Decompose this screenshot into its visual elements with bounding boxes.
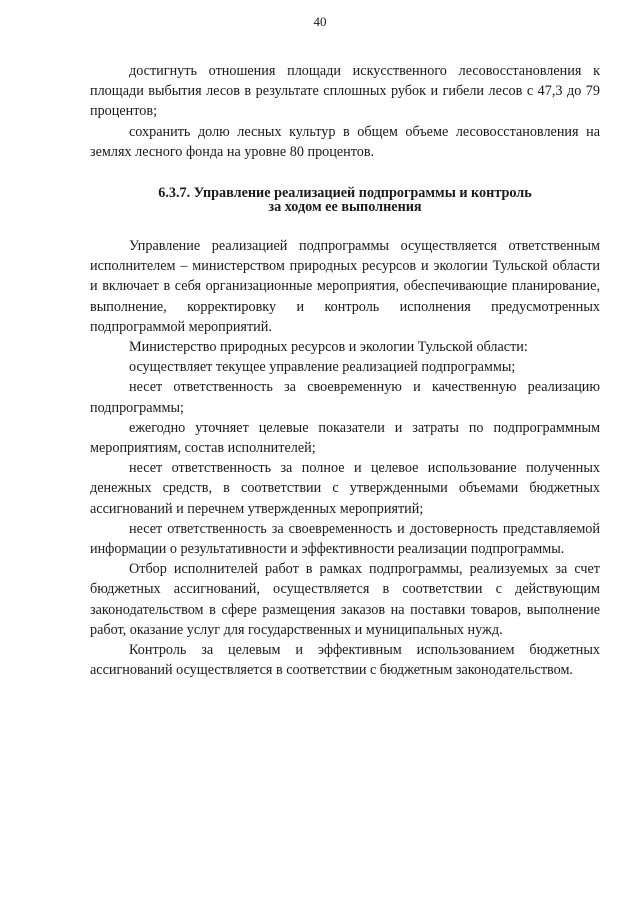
- document-body: [90, 61, 600, 680]
- paragraph-budget-control: Контроль за целевым и эффективным использованием бюджетных ассигнований осуществляется в соответствии с бюджетным законодательством.: [90, 642, 600, 679]
- paragraph-contractor-selection: Отбор исполнителей работ в рамках подпрограммы, реализуемых за счет бюджетных ассигнований, осуществляется в соответствии с действующим законодательством в сфере размещения заказов на поставки товаров, выполнение работ, оказание услуг для государственных и муниципальных нужд.: [90, 561, 600, 638]
- paragraph-current-management: осуществляет текущее управление реализацией подпрограммы;: [129, 359, 516, 376]
- paragraph-information-responsibility: несет ответственность за своевременность и достоверность представляемой информации о результативности и эффективности реализации подпрограммы.: [90, 520, 600, 558]
- paragraph-ministry-intro: Министерство природных ресурсов и экологии Тульской области:: [129, 339, 528, 356]
- paragraph-annual-refinement: ежегодно уточняет целевые показатели и затраты по подпрограммным мероприятиям, состав исполнителей;: [90, 419, 600, 457]
- paragraph-management: Управление реализацией подпрограммы осуществляется ответственным исполнителем – министерством природных ресурсов и экологии Тульской области и включает в себя организационные мероприятия, обеспечивающие планирование, выполнение, корректировку и контроль исполнения предусмотренных подпрограммой мероприятий.: [90, 238, 600, 335]
- page-number: 40: [313, 14, 327, 29]
- paragraph-responsibility-timely: несет ответственность за своевременную и качественную реализацию подпрограммы;: [90, 379, 600, 416]
- paragraph-forest-cultures: сохранить долю лесных культур в общем объеме лесовосстановления на землях лесного фонда на уровне 80 процентов.: [90, 123, 600, 160]
- section-heading-line-1: 6.3.7. Управление реализацией подпрограммы и контроль: [158, 185, 532, 202]
- paragraph-target-ratio: достигнуть отношения площади искусственного лесовосстановления к площади выбытия лесов в результате сплошных рубок и гибели лесов с 47,3 до 79 процентов;: [90, 63, 600, 120]
- section-heading: [90, 186, 600, 214]
- paragraph-funds-responsibility: несет ответственность за полное и целевое использование полученных денежных средств, в соответствии с утвержденными объемами бюджетных ассигнований и перечнем утвержденных мероприятий;: [90, 460, 600, 517]
- section-heading-line-2: за ходом ее выполнения: [268, 199, 422, 216]
